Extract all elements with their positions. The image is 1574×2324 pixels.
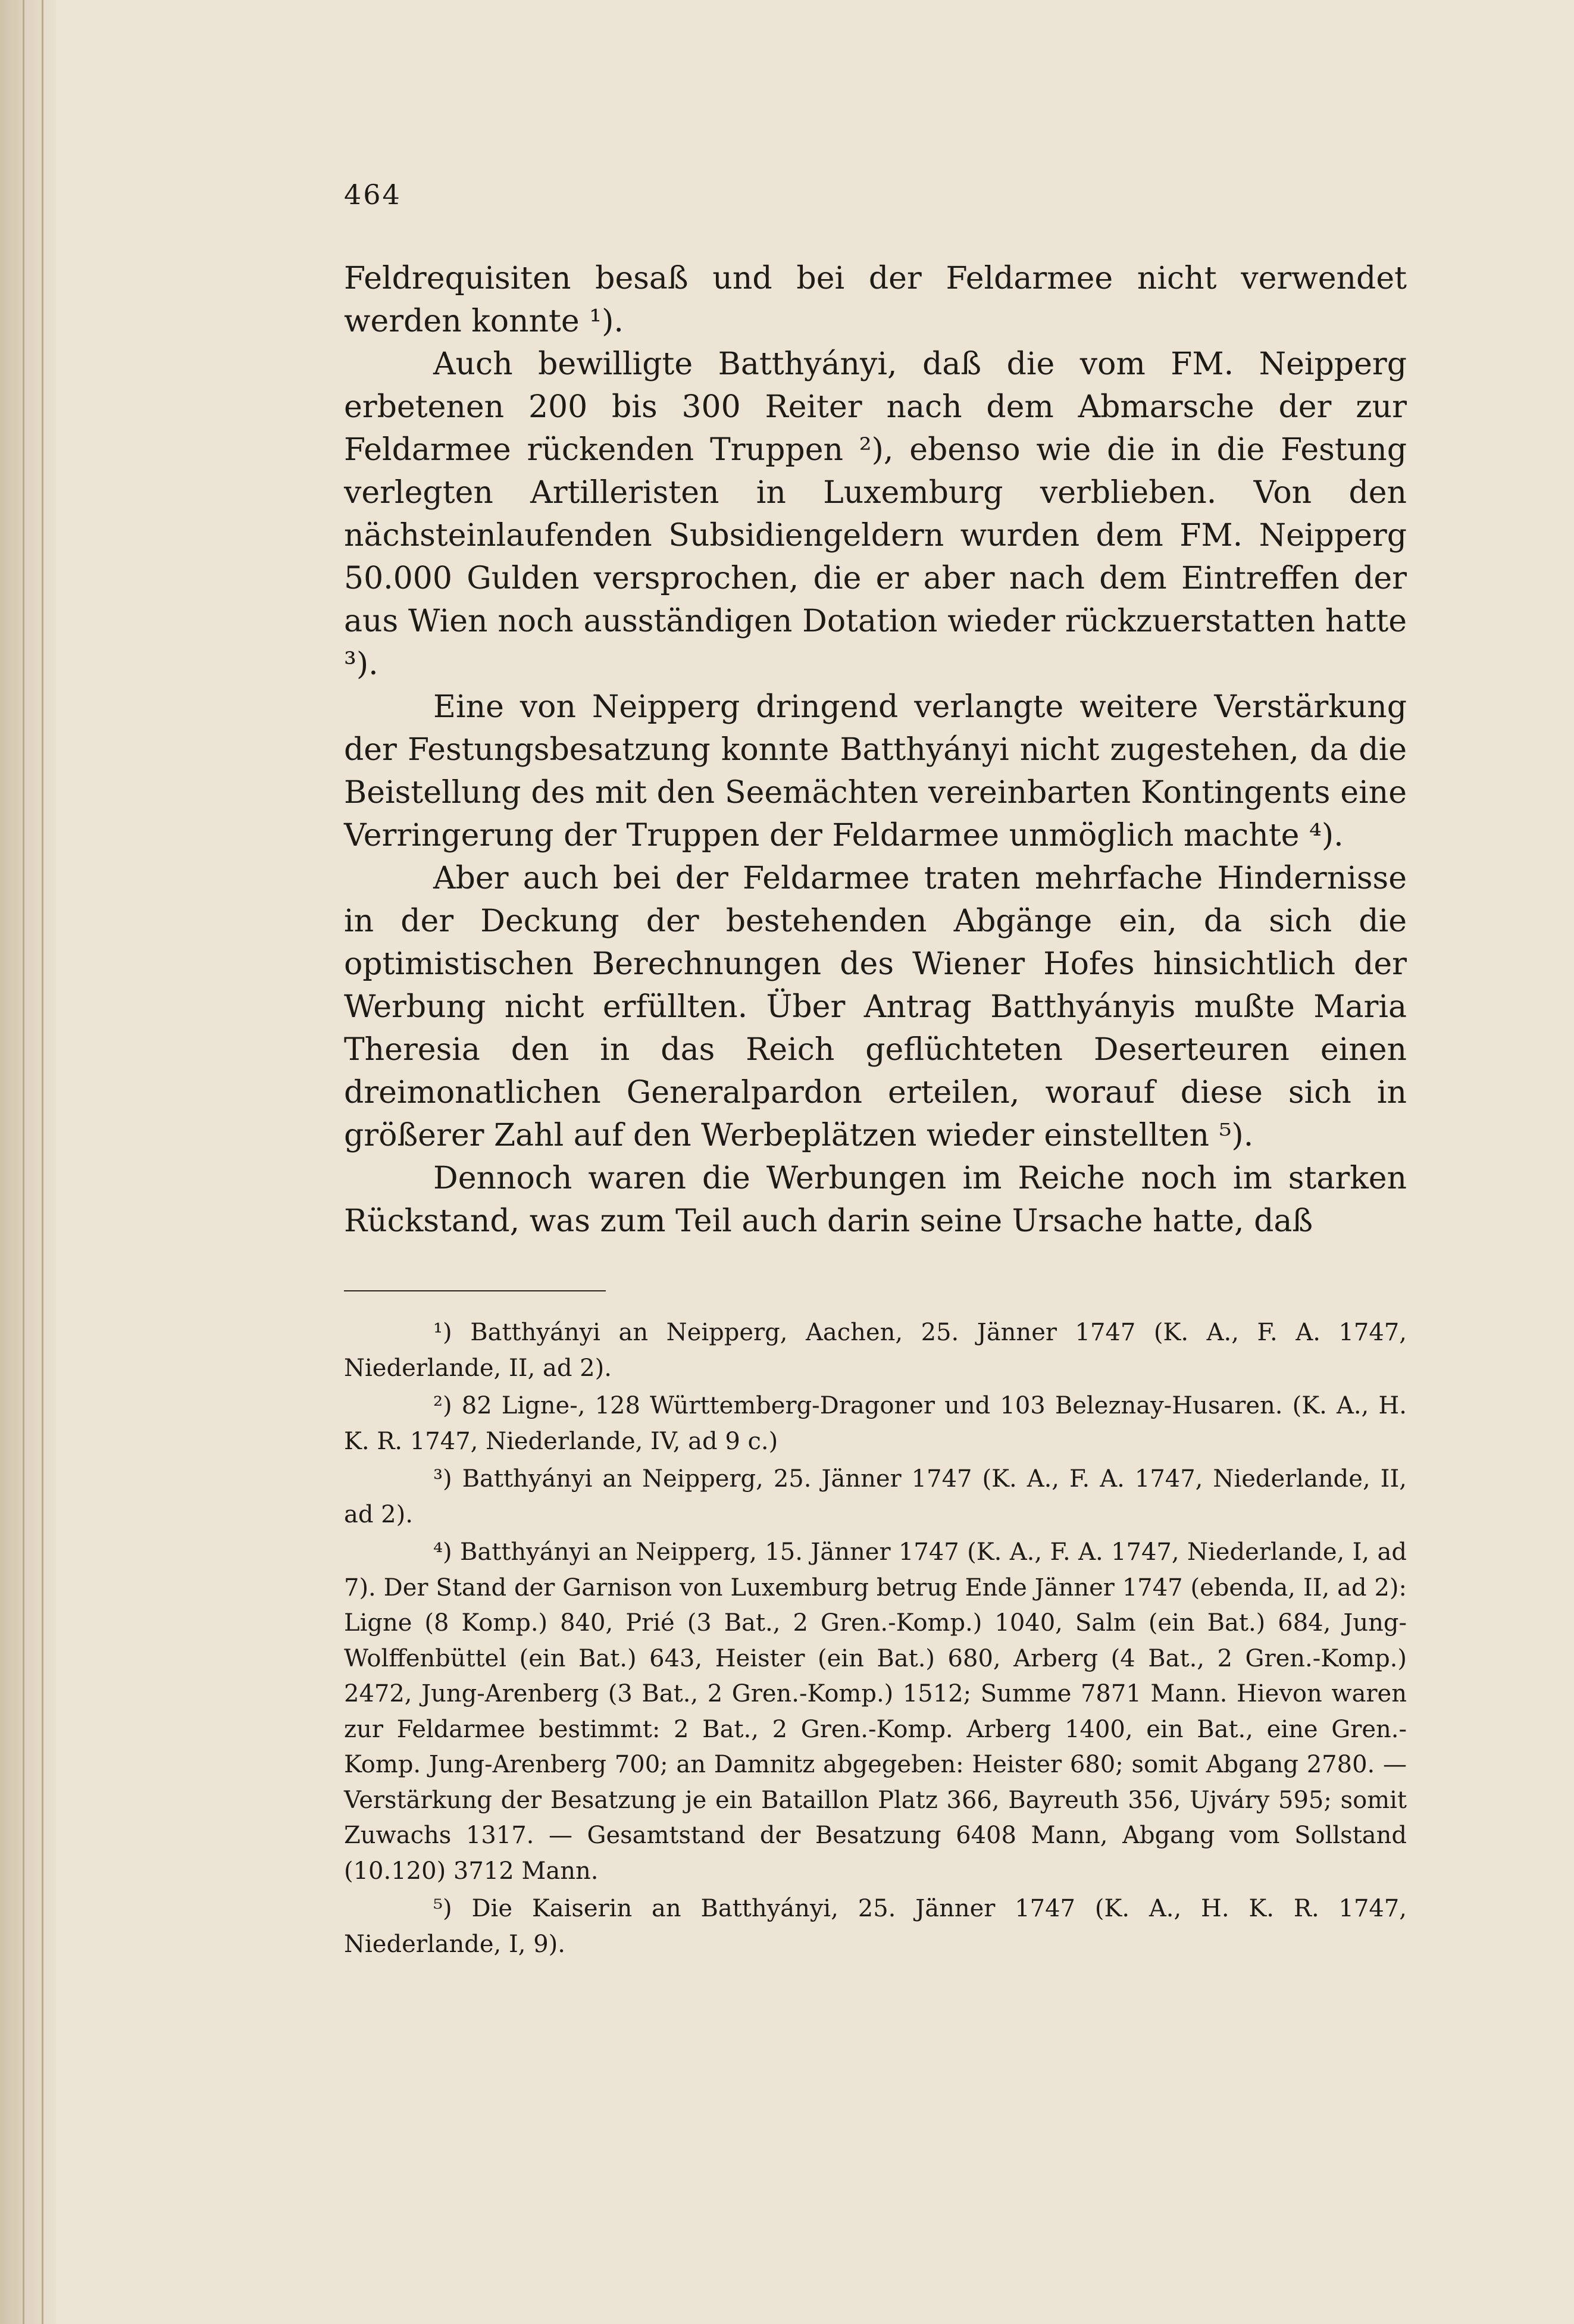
paragraph: Eine von Neipperg dringend verlangte weitere Verstärkung der Festungsbesatzung konnte Batthyányi nicht zugestehen, da die Beistellung des mit den Seemächten vereinbarten Kontingents eine Verringerung der Truppen der Feldarmee unmöglich machte ⁴). [344, 689, 1407, 853]
paragraph: Aber auch bei der Feldarmee traten mehrfache Hindernisse in der Deckung der bestehenden Abgänge ein, da sich die optimistischen Berechnungen des Wiener Hofes hinsichtlich der Werbung nicht erfüllten. Über Antrag Batthyányis mußte Maria Theresia den in das Reich geflüchteten Deserteuren einen dreimonatlichen Generalpardon erteilen, worauf diese sich in größerer Zahl auf den Werbeplätzen wieder einstellten ⁵). [344, 861, 1407, 1153]
paragraph: Feldrequisiten besaß und bei der Feldarmee nicht verwendet werden konnte ¹). [344, 261, 1407, 339]
footnote: ³) Batthyányi an Neipperg, 25. Jänner 1747 (K. A., F. A. 1747, Niederlande, II, ad 2). [344, 1465, 1407, 1528]
footnotes [344, 1315, 1407, 1962]
binding-edge-line [42, 0, 43, 2324]
footnote: ¹) Batthyányi an Neipperg, Aachen, 25. Jänner 1747 (K. A., F. A. 1747, Niederlande, II, ad 2). [344, 1319, 1407, 1382]
footnote: ⁵) Die Kaiserin an Batthyányi, 25. Jänner 1747 (K. A., H. K. R. 1747, Niederlande, I, 9). [344, 1895, 1407, 1958]
paragraph: Auch bewilligte Batthyányi, daß die vom FM. Neipperg erbetenen 200 bis 300 Reiter nach dem Abmarsche der zur Feldarmee rückenden Truppen ²), ebenso wie die in die Festung verlegten Artilleristen in Luxemburg verblieben. Von den nächsteinlaufenden Subsidiengeldern wurden dem FM. Neipperg 50.000 Gulden versprochen, die er aber nach dem Eintreffen der aus Wien noch ausständigen Dotation wieder rückzuerstatten hatte ³). [344, 346, 1407, 682]
footnote: ²) 82 Ligne-, 128 Württemberg-Dragoner und 103 Beleznay-Husaren. (K. A., H. K. R. 1747, Niederlande, IV, ad 9 c.) [344, 1392, 1407, 1455]
binding-edge-line [23, 0, 24, 2324]
main-text [344, 257, 1407, 1243]
book-binding-shadow [0, 0, 57, 2324]
footnote: ⁴) Batthyányi an Neipperg, 15. Jänner 1747 (K. A., F. A. 1747, Niederlande, I, ad 7). Der Stand der Garnison von Luxemburg betrug Ende Jänner 1747 (ebenda, II, ad 2): Ligne (8 Komp.) 840, Prié (3 Bat., 2 Gren.-Komp.) 1040, Salm (ein Bat.) 684, Jung-Wolffenbüttel (ein Bat.) 643, Heister (ein Bat.) 680, Arberg (4 Bat., 2 Gren.-Komp.) 2472, Jung-Arenberg (3 Bat., 2 Gren.-Komp.) 1512; Summe 7871 Mann. Hievon waren zur Feldarmee bestimmt: 2 Bat., 2 Gren.-Komp. Arberg 1400, ein Bat., eine Gren.-Komp. Jung-Arenberg 700; an Damnitz abgegeben: Heister 680; somit Abgang 2780. — Verstärkung der Besatzung je ein Bataillon Platz 366, Bayreuth 356, Ujváry 595; somit Zuwachs 1317. — Gesamtstand der Besatzung 6408 Mann, Abgang vom Sollstand (10.120) 3712 Mann. [344, 1538, 1407, 1885]
footnote-separator [344, 1290, 606, 1291]
page-number: 464 [344, 179, 402, 211]
page-content [344, 179, 1407, 1962]
paragraph: Dennoch waren die Werbungen im Reiche noch im starken Rückstand, was zum Teil auch darin seine Ursache hatte, daß [344, 1161, 1407, 1239]
